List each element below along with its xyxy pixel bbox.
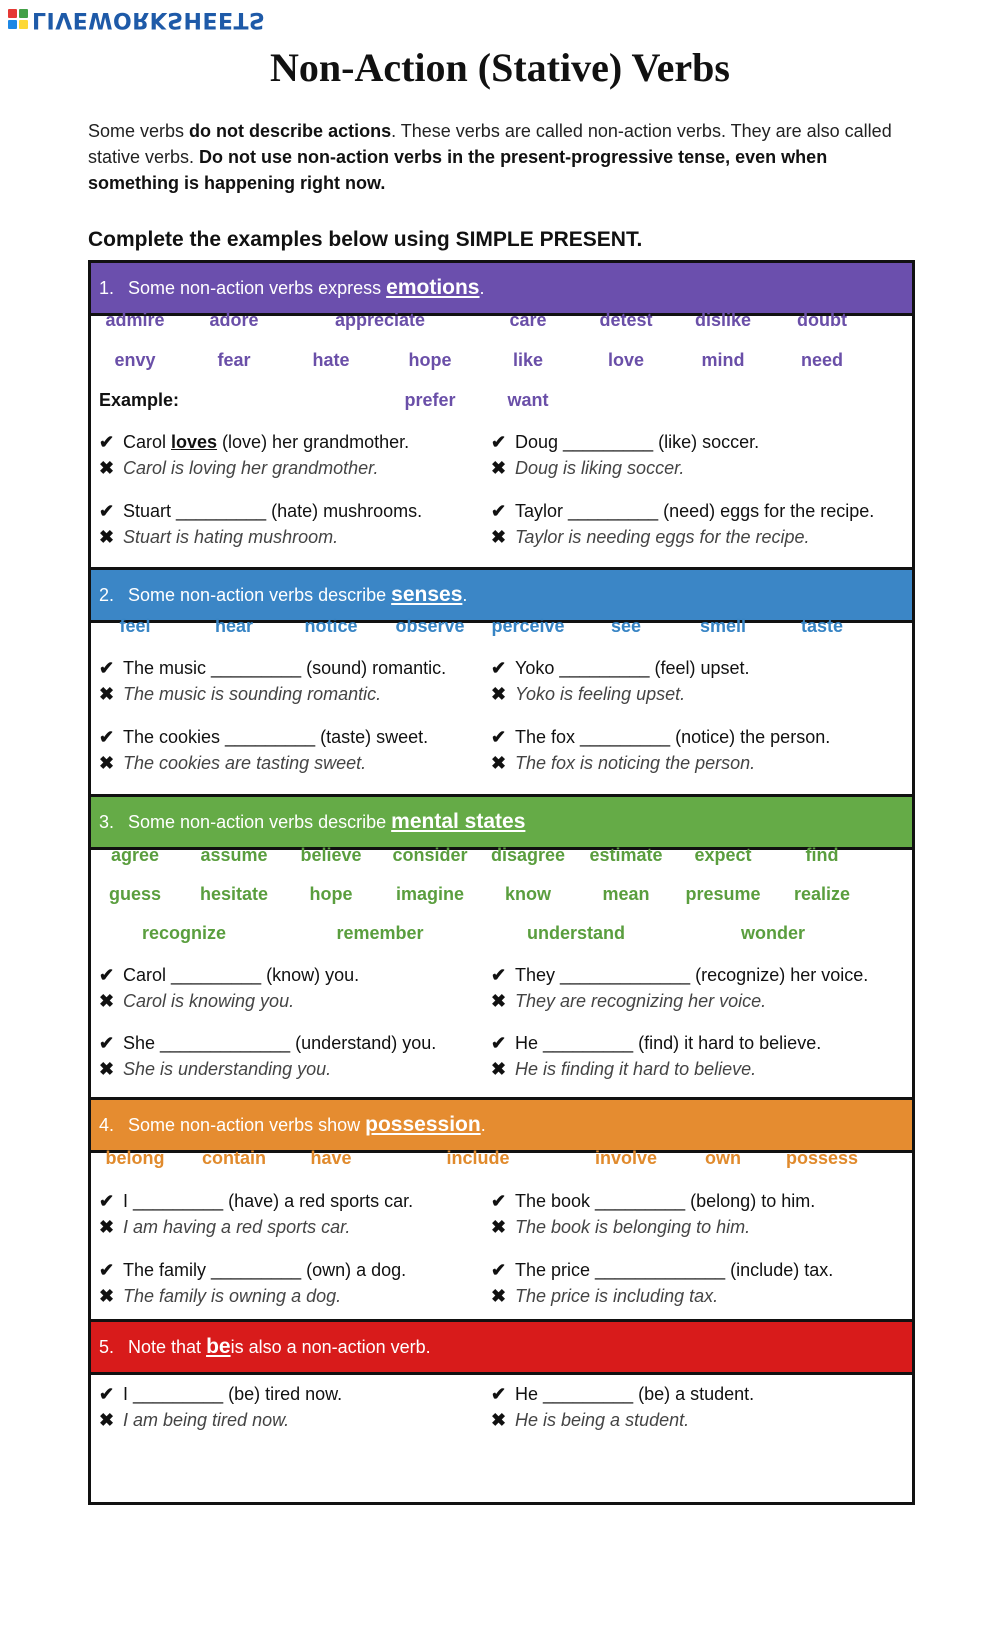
- incorrect-sentence: ✖ The family is owning a dog.: [99, 1283, 406, 1309]
- verb-word: belong: [105, 1148, 165, 1168]
- check-icon: ✔: [491, 1033, 507, 1053]
- verb-word: see: [610, 616, 642, 636]
- example-pair: [491, 429, 759, 481]
- correct-sentence: ✔ She _____________ (understand) you.: [99, 1030, 436, 1056]
- cross-icon: ✖: [491, 1410, 507, 1430]
- correct-sentence: ✔ Taylor _________ (need) eggs for the recipe.: [491, 498, 874, 524]
- verb-word: care: [509, 310, 547, 330]
- cross-icon: ✖: [99, 1286, 115, 1306]
- cross-icon: ✖: [491, 527, 507, 547]
- check-icon: ✔: [491, 1191, 507, 1211]
- example-pair: [491, 655, 750, 707]
- verb-word: realize: [793, 884, 851, 904]
- check-icon: ✔: [491, 1384, 507, 1404]
- section-number: 5.: [99, 1336, 115, 1357]
- section-number: 1.: [99, 277, 115, 298]
- cross-icon: ✖: [99, 684, 115, 704]
- check-icon: ✔: [99, 432, 115, 452]
- incorrect-sentence: ✖ He is finding it hard to believe.: [491, 1056, 821, 1082]
- correct-sentence: ✔ The family _________ (own) a dog.: [99, 1257, 406, 1283]
- verb-word: imagine: [395, 884, 465, 904]
- cross-icon: ✖: [99, 458, 115, 478]
- header-divider: [91, 1372, 912, 1375]
- incorrect-sentence: ✖ The fox is noticing the person.: [491, 750, 830, 776]
- correct-sentence: ✔ The price _____________ (include) tax.: [491, 1257, 833, 1283]
- verb-word: perceive: [491, 616, 565, 636]
- check-icon: ✔: [99, 1260, 115, 1280]
- section-number: 4.: [99, 1114, 115, 1135]
- verb-word: disagree: [490, 845, 566, 865]
- verb-word: understand: [526, 923, 625, 943]
- incorrect-sentence: ✖ The price is including tax.: [491, 1283, 833, 1309]
- check-icon: ✔: [99, 1191, 115, 1211]
- verb-word: taste: [800, 616, 844, 636]
- section-header-5: [91, 1322, 912, 1372]
- example-label: Example:: [99, 390, 180, 410]
- check-icon: ✔: [99, 1033, 115, 1053]
- incorrect-sentence: ✖ The music is sounding romantic.: [99, 681, 446, 707]
- section-keyword: mental states: [391, 810, 526, 833]
- verb-word: believe: [300, 845, 362, 865]
- liveworksheets-logo: [8, 6, 265, 32]
- verb-word: possess: [785, 1148, 859, 1168]
- section-heading-text: Note that: [128, 1336, 202, 1357]
- correct-sentence: ✔ Carol loves (love) her grandmother.: [99, 429, 409, 455]
- cross-icon: ✖: [491, 753, 507, 773]
- section-heading-end: .: [479, 277, 485, 298]
- correct-sentence: ✔ He _________ (find) it hard to believe.: [491, 1030, 821, 1056]
- verb-word: detest: [599, 310, 653, 330]
- check-icon: ✔: [99, 1384, 115, 1404]
- cross-icon: ✖: [99, 527, 115, 547]
- cross-icon: ✖: [99, 991, 115, 1011]
- section-heading-end: .: [480, 1114, 486, 1135]
- verb-word: like: [512, 350, 544, 370]
- example-pair: [491, 498, 874, 550]
- check-icon: ✔: [491, 965, 507, 985]
- cross-icon: ✖: [491, 1217, 507, 1237]
- example-pair: [491, 1381, 754, 1433]
- verb-word: hear: [214, 616, 254, 636]
- verb-word: love: [607, 350, 645, 370]
- section-number: 2.: [99, 584, 115, 605]
- check-icon: ✔: [99, 658, 115, 678]
- check-icon: ✔: [491, 501, 507, 521]
- verb-word: appreciate: [334, 310, 426, 330]
- section-header-1: [91, 263, 912, 313]
- instruction: Complete the examples below using SIMPLE PRESENT.: [88, 228, 643, 251]
- correct-sentence: ✔ Doug _________ (like) soccer.: [491, 429, 759, 455]
- incorrect-sentence: ✖ I am having a red sports car.: [99, 1214, 413, 1240]
- verb-word: admire: [105, 310, 165, 330]
- check-icon: ✔: [491, 727, 507, 747]
- correct-sentence: ✔ The book _________ (belong) to him.: [491, 1188, 815, 1214]
- verb-word: hate: [312, 350, 350, 370]
- example-pair: [491, 1188, 815, 1240]
- check-icon: ✔: [491, 1260, 507, 1280]
- cross-icon: ✖: [99, 753, 115, 773]
- cross-icon: ✖: [491, 1059, 507, 1079]
- incorrect-sentence: ✖ They are recognizing her voice.: [491, 988, 868, 1014]
- verb-word: mean: [602, 884, 650, 904]
- verb-word: involve: [594, 1148, 658, 1168]
- verb-word: include: [446, 1148, 510, 1168]
- check-icon: ✔: [491, 432, 507, 452]
- verb-word: smell: [699, 616, 747, 636]
- verb-word: mind: [701, 350, 745, 370]
- section-keyword: be: [206, 1335, 231, 1358]
- incorrect-sentence: ✖ She is understanding you.: [99, 1056, 436, 1082]
- example-pair: [99, 1381, 342, 1433]
- verb-word: assume: [200, 845, 268, 865]
- answer-word: loves: [171, 432, 218, 452]
- example-pair: [491, 1030, 821, 1082]
- verb-word: contain: [201, 1148, 266, 1168]
- example-pair: [491, 724, 830, 776]
- verb-word: estimate: [589, 845, 663, 865]
- example-pair: [99, 1030, 436, 1082]
- incorrect-sentence: ✖ Carol is knowing you.: [99, 988, 359, 1014]
- section-heading-text: Some non-action verbs express: [128, 277, 382, 298]
- correct-sentence: ✔ I _________ (be) tired now.: [99, 1381, 342, 1407]
- incorrect-sentence: ✖ Taylor is needing eggs for the recipe.: [491, 524, 874, 550]
- correct-sentence: ✔ He _________ (be) a student.: [491, 1381, 754, 1407]
- verb-word: have: [310, 1148, 352, 1168]
- cross-icon: ✖: [491, 1286, 507, 1306]
- correct-sentence: ✔ The fox _________ (notice) the person.: [491, 724, 830, 750]
- example-pair: [99, 1188, 413, 1240]
- verb-word: dislike: [694, 310, 752, 330]
- verb-word: remember: [336, 923, 424, 943]
- verb-word: know: [504, 884, 551, 904]
- verb-word: hope: [309, 884, 353, 904]
- verb-word: feel: [119, 616, 151, 636]
- example-pair: [99, 429, 409, 481]
- section-heading-end: is also a non-action verb.: [230, 1336, 431, 1357]
- correct-sentence: ✔ I _________ (have) a red sports car.: [99, 1188, 413, 1214]
- example-pair: [491, 962, 868, 1014]
- example-pair: [99, 655, 446, 707]
- incorrect-sentence: ✖ He is being a student.: [491, 1407, 754, 1433]
- section-number: 3.: [99, 811, 115, 832]
- section-heading-text: Some non-action verbs describe: [128, 811, 387, 832]
- exercise-sheet: [88, 260, 915, 1505]
- verb-word: hope: [408, 350, 452, 370]
- incorrect-sentence: ✖ I am being tired now.: [99, 1407, 342, 1433]
- verb-word: recognize: [141, 923, 227, 943]
- section-heading-text: Some non-action verbs show: [128, 1114, 361, 1135]
- section-heading-text: Some non-action verbs describe: [128, 584, 387, 605]
- example-pair: [99, 1257, 406, 1309]
- correct-sentence: ✔ Stuart _________ (hate) mushrooms.: [99, 498, 422, 524]
- example-pair: [99, 962, 359, 1014]
- verb-word: hesitate: [199, 884, 269, 904]
- verb-word: find: [805, 845, 839, 865]
- cross-icon: ✖: [491, 458, 507, 478]
- verb-word: consider: [392, 845, 468, 865]
- cross-icon: ✖: [99, 1217, 115, 1237]
- incorrect-sentence: ✖ Yoko is feeling upset.: [491, 681, 750, 707]
- verb-word: doubt: [797, 310, 847, 330]
- logo-mark: [8, 9, 28, 29]
- cross-icon: ✖: [99, 1059, 115, 1079]
- incorrect-sentence: ✖ The cookies are tasting sweet.: [99, 750, 428, 776]
- check-icon: ✔: [99, 727, 115, 747]
- verb-word: agree: [110, 845, 160, 865]
- correct-sentence: ✔ They _____________ (recognize) her voice.: [491, 962, 868, 988]
- verb-word: adore: [209, 310, 259, 330]
- verb-word: notice: [304, 616, 358, 636]
- incorrect-sentence: ✖ The book is belonging to him.: [491, 1214, 815, 1240]
- section-keyword: emotions: [386, 276, 480, 299]
- verb-word: presume: [685, 884, 761, 904]
- check-icon: ✔: [99, 501, 115, 521]
- example-pair: [99, 724, 428, 776]
- verb-word: observe: [395, 616, 465, 636]
- incorrect-sentence: ✖ Doug is liking soccer.: [491, 455, 759, 481]
- incorrect-sentence: ✖ Stuart is hating mushroom.: [99, 524, 422, 550]
- correct-sentence: ✔ The music _________ (sound) romantic.: [99, 655, 446, 681]
- cross-icon: ✖: [99, 1410, 115, 1430]
- check-icon: ✔: [99, 965, 115, 985]
- check-icon: ✔: [491, 658, 507, 678]
- section-keyword: senses: [391, 583, 463, 606]
- verb-word: expect: [694, 845, 752, 865]
- cross-icon: ✖: [491, 684, 507, 704]
- correct-sentence: ✔ The cookies _________ (taste) sweet.: [99, 724, 428, 750]
- verb-word: fear: [217, 350, 251, 370]
- section-header-2: [91, 570, 912, 620]
- verb-word: want: [507, 390, 549, 410]
- incorrect-sentence: ✖ Carol is loving her grandmother.: [99, 455, 409, 481]
- correct-sentence: ✔ Carol _________ (know) you.: [99, 962, 359, 988]
- intro-paragraph: Some verbs do not describe actions. These verbs are called non-action verbs. They are also called stative verbs. Do not use non-action verbs in the present-progressive tense, even when something is happening right now.: [88, 121, 892, 193]
- verb-word: prefer: [404, 390, 456, 410]
- cross-icon: ✖: [491, 991, 507, 1011]
- example-pair: [491, 1257, 833, 1309]
- verb-word: wonder: [740, 923, 805, 943]
- section-header-3: [91, 797, 912, 847]
- section-keyword: possession: [365, 1113, 481, 1136]
- page-title: Non-Action (Stative) Verbs: [270, 45, 730, 90]
- section-header-4: [91, 1100, 912, 1150]
- verb-word: own: [705, 1148, 741, 1168]
- example-pair: [99, 498, 422, 550]
- logo-text: LIVEWORKSHEETS: [32, 6, 266, 32]
- correct-sentence: ✔ Yoko _________ (feel) upset.: [491, 655, 750, 681]
- verb-word: envy: [114, 350, 156, 370]
- verb-word: need: [800, 350, 843, 370]
- verb-word: guess: [108, 884, 162, 904]
- section-heading-end: .: [462, 584, 468, 605]
